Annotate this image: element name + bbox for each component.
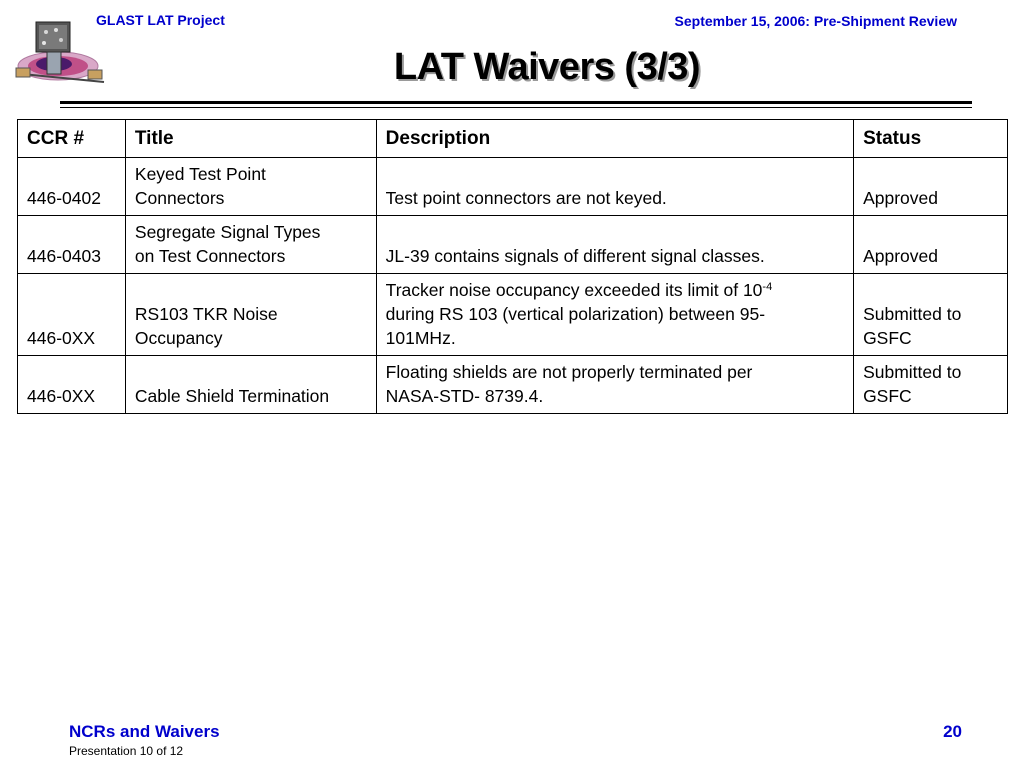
title-line: Keyed Test Point xyxy=(134,164,266,184)
description-line: during RS 103 (vertical polarization) between 95- xyxy=(385,304,766,324)
table-row xyxy=(18,356,1008,414)
ccr-cell: 446-0403 xyxy=(18,216,126,274)
review-date: September 15, 2006: Pre-Shipment Review xyxy=(674,13,957,29)
status-cell xyxy=(854,274,1008,356)
table-row xyxy=(18,216,1008,274)
status-line: GSFC xyxy=(863,328,912,348)
description-cell xyxy=(376,356,853,414)
description-cell: JL-39 contains signals of different signal classes. xyxy=(376,216,853,274)
page-number: 20 xyxy=(943,722,962,741)
title-line: on Test Connectors xyxy=(134,246,286,266)
title-cell xyxy=(125,274,376,356)
status-cell xyxy=(854,356,1008,414)
ccr-cell: 446-0XX xyxy=(18,274,126,356)
header-title: Title xyxy=(125,120,376,158)
slide-title: LAT Waivers (3/3) xyxy=(393,46,701,88)
ccr-cell: 446-0XX xyxy=(18,356,126,414)
status-cell: Approved xyxy=(854,158,1008,216)
title-line: RS103 TKR Noise xyxy=(134,304,278,324)
header-ccr: CCR # xyxy=(18,120,126,158)
status-line: Submitted to xyxy=(863,304,962,324)
exponent: -4 xyxy=(762,281,773,293)
description-line: NASA-STD- 8739.4. xyxy=(385,386,544,406)
project-name: GLAST LAT Project xyxy=(96,12,225,28)
waivers-table xyxy=(17,119,1008,414)
title-line: Segregate Signal Types xyxy=(134,222,321,242)
description-cell: Test point connectors are not keyed. xyxy=(376,158,853,216)
description-line: Tracker noise occupancy exceeded its limit of 10 xyxy=(385,280,763,300)
title-line: Connectors xyxy=(134,188,225,208)
title-divider-thin xyxy=(60,107,972,108)
table-row xyxy=(18,158,1008,216)
status-cell: Approved xyxy=(854,216,1008,274)
status-line: GSFC xyxy=(863,386,912,406)
description-line: Floating shields are not properly terminated per xyxy=(385,362,753,382)
title-cell xyxy=(125,216,376,274)
footer-section: NCRs and Waivers xyxy=(69,722,220,741)
title-cell xyxy=(125,158,376,216)
title-divider xyxy=(60,101,972,104)
description-line: 101MHz. xyxy=(385,328,456,348)
title-cell: Cable Shield Termination xyxy=(125,356,376,414)
table-row xyxy=(18,274,1008,356)
status-line: Submitted to xyxy=(863,362,962,382)
header-status: Status xyxy=(854,120,1008,158)
table-header-row xyxy=(18,120,1008,158)
header-description: Description xyxy=(376,120,853,158)
description-cell xyxy=(376,274,853,356)
footer-presentation: Presentation 10 of 12 xyxy=(69,744,184,758)
title-line: Occupancy xyxy=(134,328,223,348)
ccr-cell: 446-0402 xyxy=(18,158,126,216)
